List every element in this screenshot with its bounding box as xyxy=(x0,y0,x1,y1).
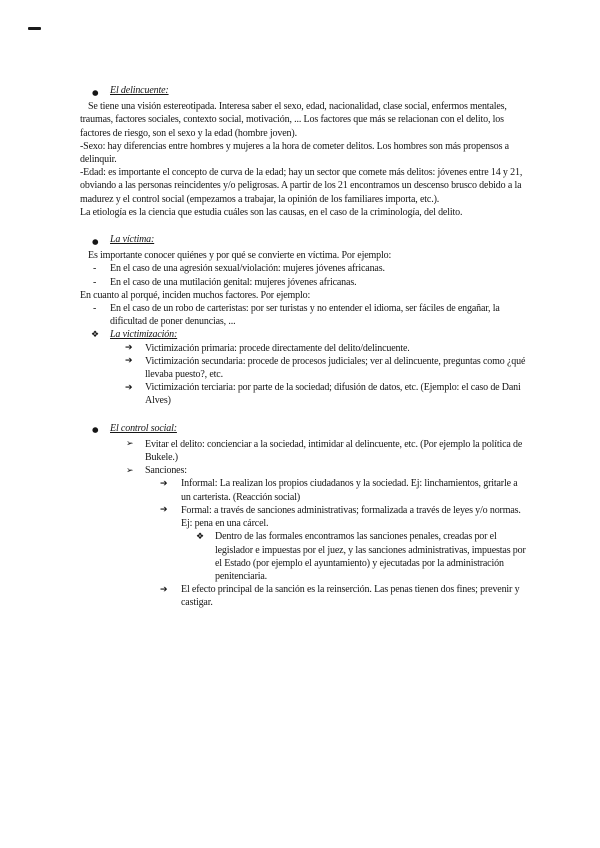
arrow-icon: ➔ xyxy=(160,584,168,595)
list-item-text: Victimización primaria: procede directamente del delito/delincuente. xyxy=(145,342,410,354)
subsection-heading xyxy=(80,328,527,341)
list-item xyxy=(80,583,527,609)
paragraph xyxy=(80,166,527,206)
scan-artifact xyxy=(28,27,41,30)
dash-icon: - xyxy=(93,263,97,275)
list-item xyxy=(80,504,527,530)
section-heading xyxy=(80,422,527,435)
arrow-icon: ➔ xyxy=(160,505,168,516)
list-item xyxy=(80,381,527,407)
list-item xyxy=(80,438,527,464)
list-item xyxy=(80,302,527,328)
section-heading-text: La víctima: xyxy=(110,234,155,246)
arrowhead-icon: ➢ xyxy=(126,439,134,450)
list-item-text: En el caso de un robo de carteristas: por ser turistas y no entender el idioma, ser fáciles de engañar, la dificultad de poner denuncias, ... xyxy=(110,303,500,328)
list-item-text: En el caso de una mutilación genital: mujeres jóvenes africanas. xyxy=(110,276,357,288)
list-item-text: En el caso de una agresión sexual/violación: mujeres jóvenes africanas. xyxy=(110,263,385,275)
section-heading xyxy=(80,84,527,97)
paragraph-text: En cuanto al porqué, inciden muchos factores. Por ejemplo: xyxy=(80,289,311,301)
list-item-text: Sanciones: xyxy=(145,465,187,477)
section-heading xyxy=(80,233,527,246)
paragraph-text: Es importante conocer quiénes y por qué se convierte en víctima. Por ejemplo: xyxy=(88,250,392,262)
arrow-icon: ➔ xyxy=(125,343,133,354)
list-item xyxy=(80,355,527,381)
paragraph xyxy=(80,100,527,140)
dash-icon: - xyxy=(93,276,97,288)
paragraph-text: -Sexo: hay diferencias entre hombres y mujeres a la hora de cometer delitos. Los hombres son más propensos a delinquir. xyxy=(80,140,509,166)
subsection-heading-text: La victimización: xyxy=(110,329,178,341)
bullet-dot-icon: ● xyxy=(92,236,99,246)
list-item xyxy=(80,262,527,275)
paragraph xyxy=(80,289,527,302)
list-item-text: Victimización secundaria: procede de procesos judiciales; ver al delincuente, preguntas como ¿qué llevaba puesto?, etc. xyxy=(145,355,526,381)
document-content xyxy=(80,84,527,610)
list-item-text: Informal: La realizan los propios ciudadanos y la sociedad. Ej: linchamientos, gritarle a un carterista. (Reacción social) xyxy=(181,478,518,503)
paragraph-text: La etiología es la ciencia que estudia cuáles son las causas, en el caso de la criminología, del delito. xyxy=(80,206,463,218)
list-item-text: Dentro de las formales encontramos las sanciones penales, creadas por el legislador e impuestas por el juez, y las sanciones administrativas, impuestas por el Estado (por ejemplo el ayuntamiento) y ejecutadas por la administración penitenciaria. xyxy=(215,531,526,582)
section-heading-text: El delincuente: xyxy=(110,85,169,96)
arrow-icon: ➔ xyxy=(125,382,133,393)
section-heading-text: El control social: xyxy=(110,422,177,434)
list-item xyxy=(80,342,527,355)
list-item-text: El efecto principal de la sanción es la reinserción. Las penas tienen dos fines; prevenir y castigar. xyxy=(181,584,520,609)
list-item-text: Victimización terciaria: por parte de la sociedad; difusión de datos, etc. (Ejemplo: el caso de Dani Alves) xyxy=(145,382,521,407)
paragraph-text: Se tiene una visión estereotipada. Interesa saber el sexo, edad, nacionalidad, clase social, enfermos mentales, traumas, factores sociales, contexto social, motivación, ... Los factores que más se relacionan con el delito, los factores de riesgo, son el sexo y la edad (hombre joven). xyxy=(80,101,507,139)
paragraph xyxy=(80,140,527,166)
dash-icon: - xyxy=(93,303,97,315)
list-item xyxy=(80,276,527,289)
list-item-text: Evitar el delito: concienciar a la sociedad, intimidar al delincuente, etc. (Por ejemplo la política de Bukele.) xyxy=(145,438,523,464)
arrow-icon: ➔ xyxy=(160,478,168,489)
diamond-icon: ❖ xyxy=(91,330,99,341)
paragraph-text: -Edad: es importante el concepto de curva de la edad; hay un sector que comete más delitos: jóvenes entre 14 y 21, obviando a las personas reincidentes y/o peligrosas. A partir de los 21 encontramos un descenso brusco debido a la madurez y el control social (empezamos a trabajar, la opinión de los familiares importa, etc.). xyxy=(80,167,523,205)
arrow-icon: ➔ xyxy=(125,356,133,367)
list-item xyxy=(80,530,527,583)
list-item-text: Formal: a través de sanciones administrativas; formalizada a través de leyes y/o normas. Ej: pena en una cárcel. xyxy=(181,504,521,530)
bullet-dot-icon: ● xyxy=(92,87,99,97)
arrowhead-icon: ➢ xyxy=(126,465,134,476)
paragraph xyxy=(80,249,527,262)
list-item xyxy=(80,464,527,477)
list-item xyxy=(80,477,527,503)
paragraph xyxy=(80,206,527,219)
diamond-icon: ❖ xyxy=(196,532,204,543)
bullet-dot-icon: ● xyxy=(92,425,99,435)
